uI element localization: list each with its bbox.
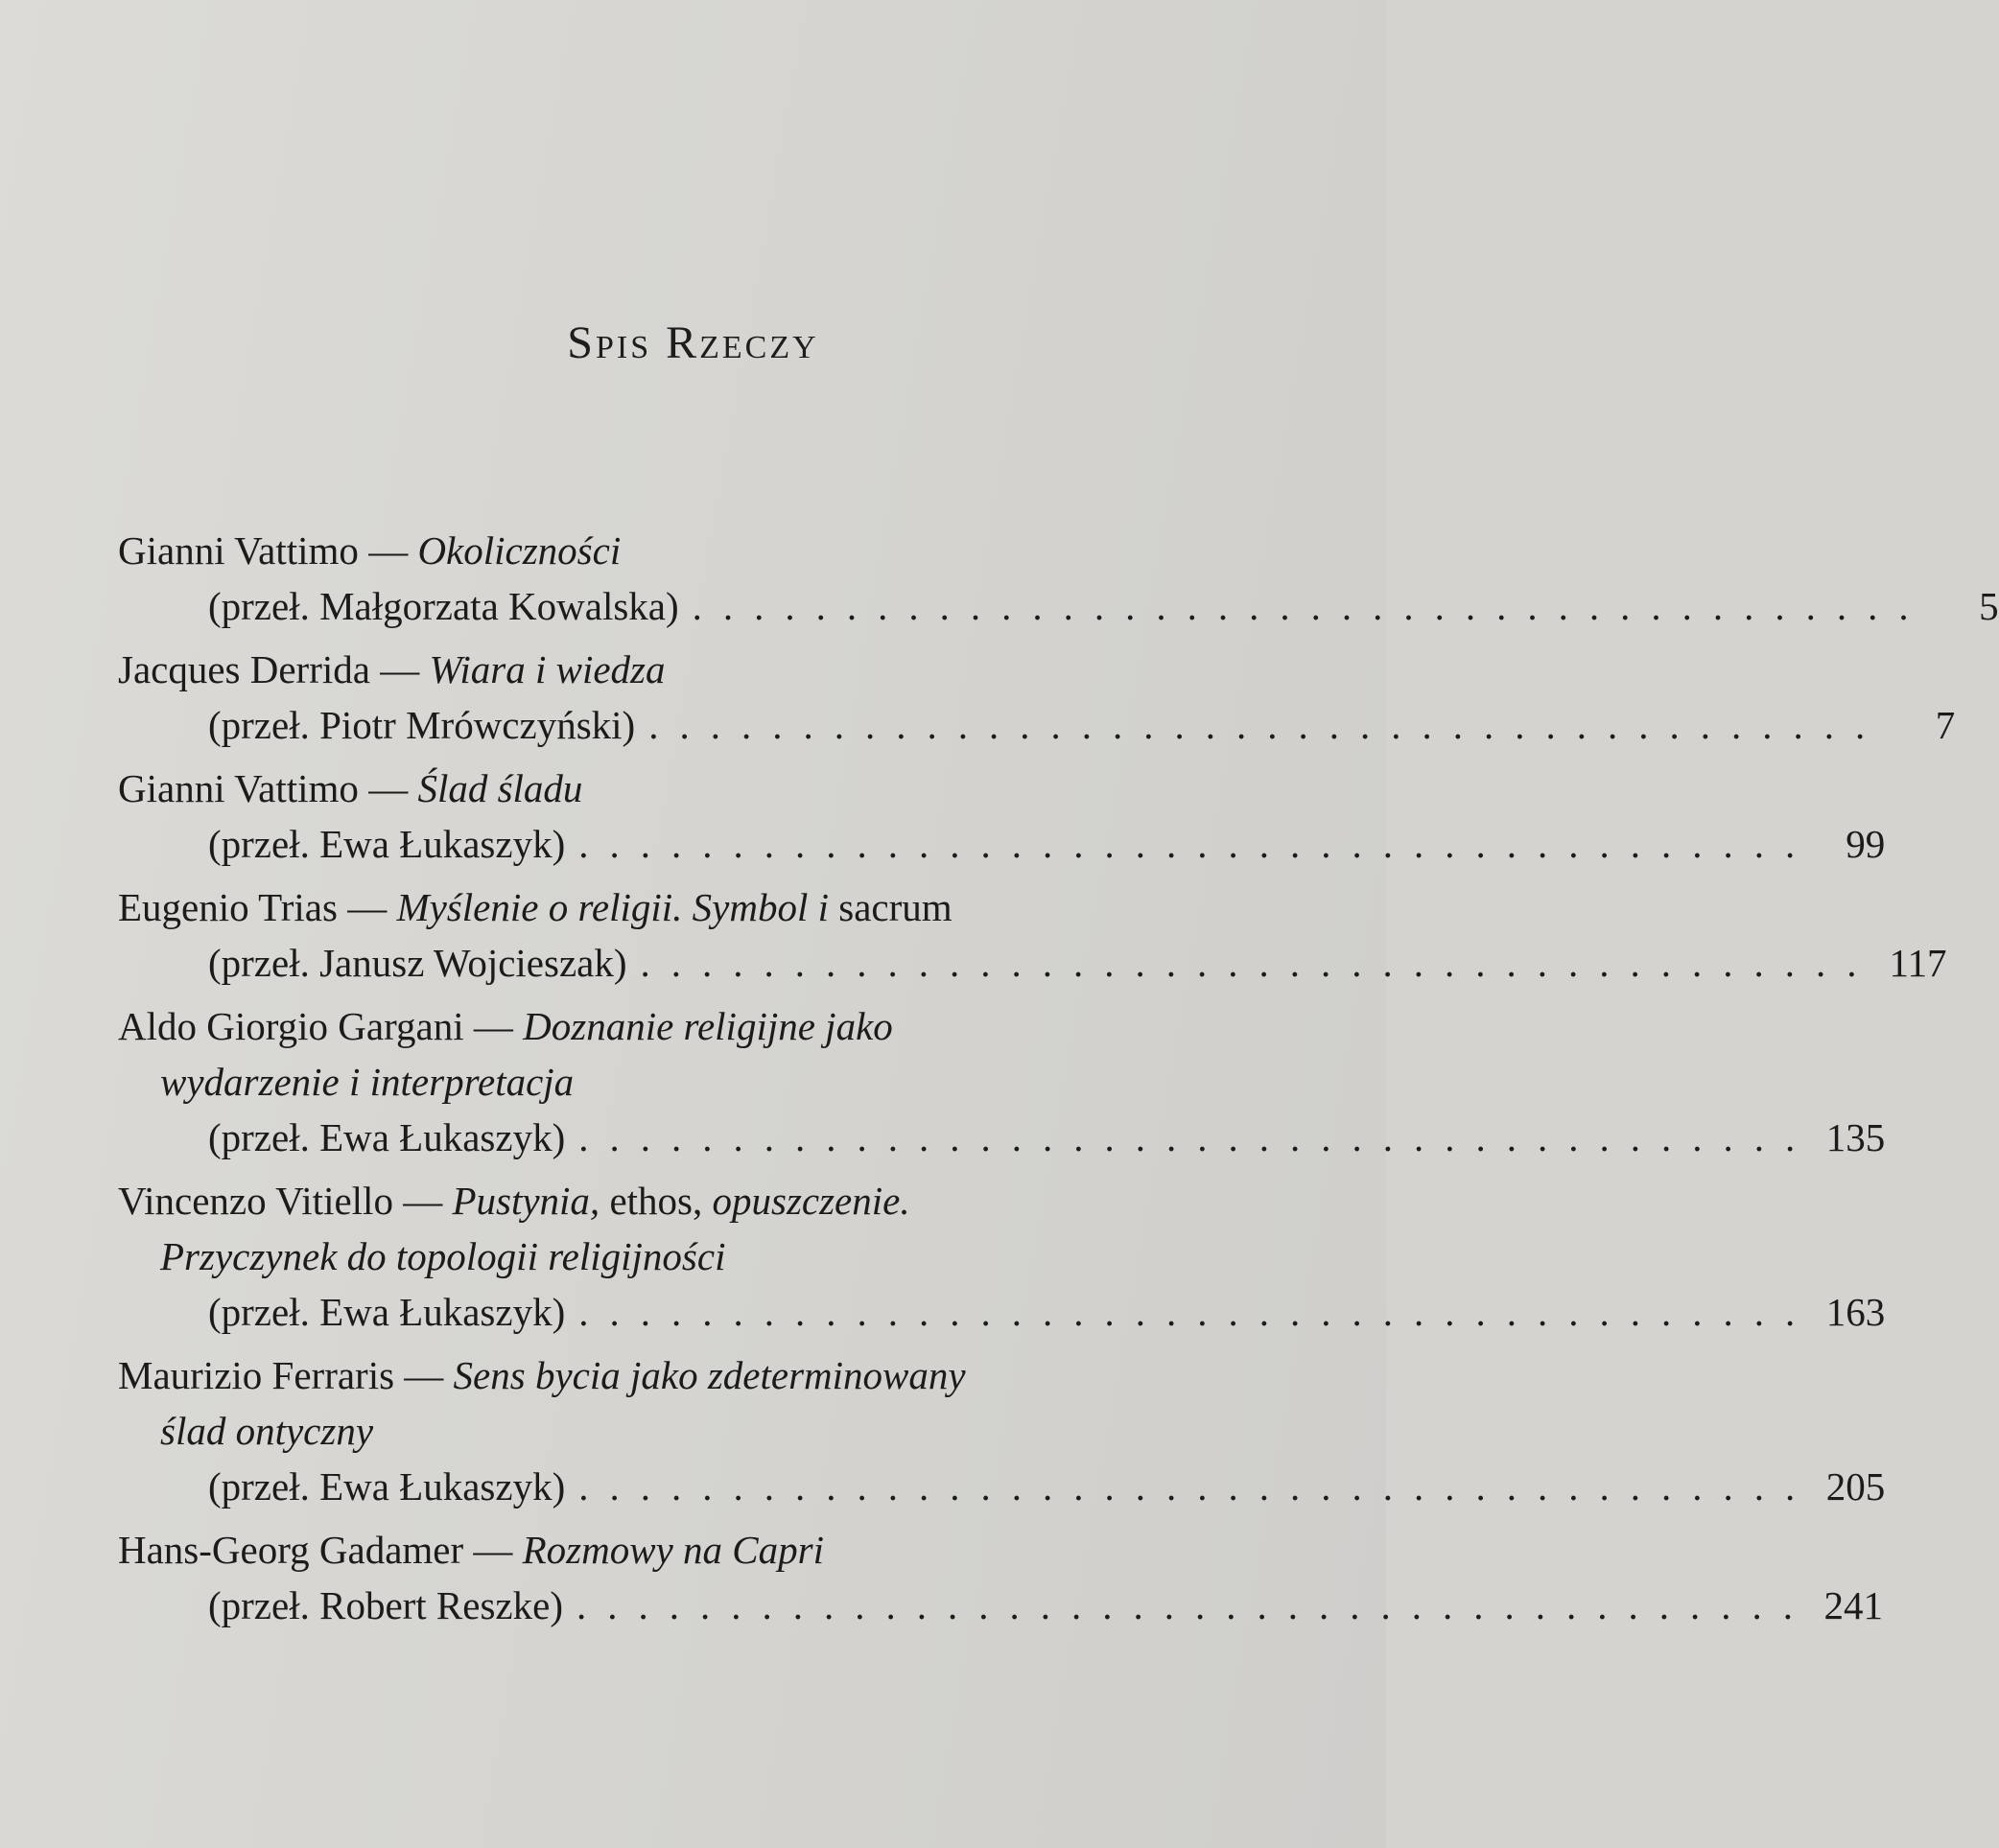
entry-translation-line	[118, 935, 1947, 991]
toc-entry	[118, 998, 1886, 1165]
entry-page-number: 241	[1823, 1583, 1883, 1627]
dot-leader: ........................................	[578, 1115, 1817, 1159]
page-title: Spis Rzeczy	[567, 317, 819, 368]
entry-separator: —	[392, 1179, 453, 1223]
entry-author: Maurizio Ferraris	[118, 1353, 395, 1397]
entry-title-part: Doznanie religijne jako	[523, 1004, 893, 1048]
entry-page-number: 99	[1846, 822, 1886, 866]
dot-leader: ........................................	[578, 1464, 1817, 1509]
entry-separator: —	[358, 528, 418, 573]
dot-leader: ........................................	[576, 1583, 1814, 1627]
table-of-contents	[118, 523, 1999, 1641]
entry-heading-line	[118, 879, 1245, 935]
entry-author: Vincenzo Vitiello	[118, 1179, 393, 1223]
entry-page-number: 205	[1825, 1464, 1886, 1509]
entry-title-part: Wiara i wiedza	[429, 647, 666, 691]
entry-heading-line	[118, 642, 1245, 697]
entry-translation-line	[118, 1578, 1883, 1633]
dot-leader: ........................................	[578, 822, 1817, 866]
entry-translation-line	[118, 1459, 1886, 1514]
entry-title-part: opuszczenie.	[712, 1179, 910, 1223]
entry-title-continuation: wydarzenie i interpretacja	[160, 1060, 575, 1104]
entry-page-number: 5	[1979, 584, 1999, 628]
toc-entry	[118, 1173, 1886, 1340]
entry-translator: (przeł. Ewa Łukaszyk)	[208, 1290, 566, 1334]
entry-separator: —	[463, 1004, 524, 1048]
entry-heading-line	[118, 1522, 1245, 1578]
entry-separator: —	[394, 1353, 454, 1397]
entry-separator: —	[358, 766, 418, 810]
toc-entry	[118, 523, 1999, 634]
entry-page-number: 7	[1935, 703, 1956, 747]
entry-heading-line	[118, 998, 1245, 1054]
toc-entry	[118, 1522, 1883, 1633]
entry-title-continuation: ślad ontyczny	[160, 1409, 374, 1453]
entry-author: Gianni Vattimo	[118, 766, 359, 810]
entry-translation-line	[118, 1110, 1886, 1165]
entry-translator: (przeł. Robert Reszke)	[208, 1583, 563, 1627]
entry-author: Gianni Vattimo	[118, 528, 359, 573]
entry-translation-line	[118, 1284, 1886, 1340]
entry-title-part: Ślad śladu	[417, 766, 583, 810]
entry-separator: —	[369, 647, 430, 691]
entry-title-part: ethos,	[600, 1179, 713, 1223]
entry-title-part: Sens bycia jako zdeterminowany	[453, 1353, 966, 1397]
entry-author: Hans-Georg Gadamer	[118, 1528, 464, 1572]
entry-title-part: Myślenie o religii. Symbol i	[396, 885, 829, 929]
entry-heading-line	[118, 523, 1245, 578]
entry-translator: (przeł. Ewa Łukaszyk)	[208, 822, 566, 866]
entry-translator: (przeł. Ewa Łukaszyk)	[208, 1464, 566, 1509]
toc-entry	[118, 879, 1947, 991]
entry-title-part: Okoliczności	[417, 528, 622, 573]
entry-translation-line	[118, 816, 1886, 872]
entry-translation-line	[118, 697, 1956, 753]
entry-translator: (przeł. Piotr Mrówczyński)	[208, 703, 636, 747]
toc-entry	[118, 1347, 1886, 1514]
entry-title-part: Pustynia,	[452, 1179, 600, 1223]
entry-title-part: Rozmowy na Capri	[522, 1528, 824, 1572]
entry-author: Jacques Derrida	[118, 647, 370, 691]
dot-leader: ........................................	[578, 1290, 1817, 1334]
toc-entry	[118, 642, 1956, 753]
entry-title-continuation: Przyczynek do topologii religijności	[160, 1234, 726, 1278]
entry-author: Aldo Giorgio Gargani	[118, 1004, 464, 1048]
entry-title-part: sacrum	[828, 885, 952, 929]
entry-heading-line	[118, 1347, 1245, 1403]
entry-page-number: 117	[1889, 941, 1947, 985]
entry-author: Eugenio Trias	[118, 885, 338, 929]
entry-heading-line	[118, 760, 1245, 816]
entry-page-number: 135	[1825, 1115, 1886, 1159]
entry-translator: (przeł. Janusz Wojcieszak)	[208, 941, 627, 985]
dot-leader: ........................................	[640, 941, 1878, 985]
toc-entry	[118, 760, 1886, 872]
entry-heading-line	[118, 1173, 1245, 1228]
entry-translation-line	[118, 578, 1999, 634]
entry-separator: —	[337, 885, 397, 929]
dot-leader: ........................................	[692, 584, 1930, 628]
dot-leader: ........................................	[648, 703, 1887, 747]
entry-translator: (przeł. Małgorzata Kowalska)	[208, 584, 679, 628]
entry-separator: —	[463, 1528, 523, 1572]
entry-translator: (przeł. Ewa Łukaszyk)	[208, 1115, 566, 1159]
entry-page-number: 163	[1825, 1290, 1886, 1334]
